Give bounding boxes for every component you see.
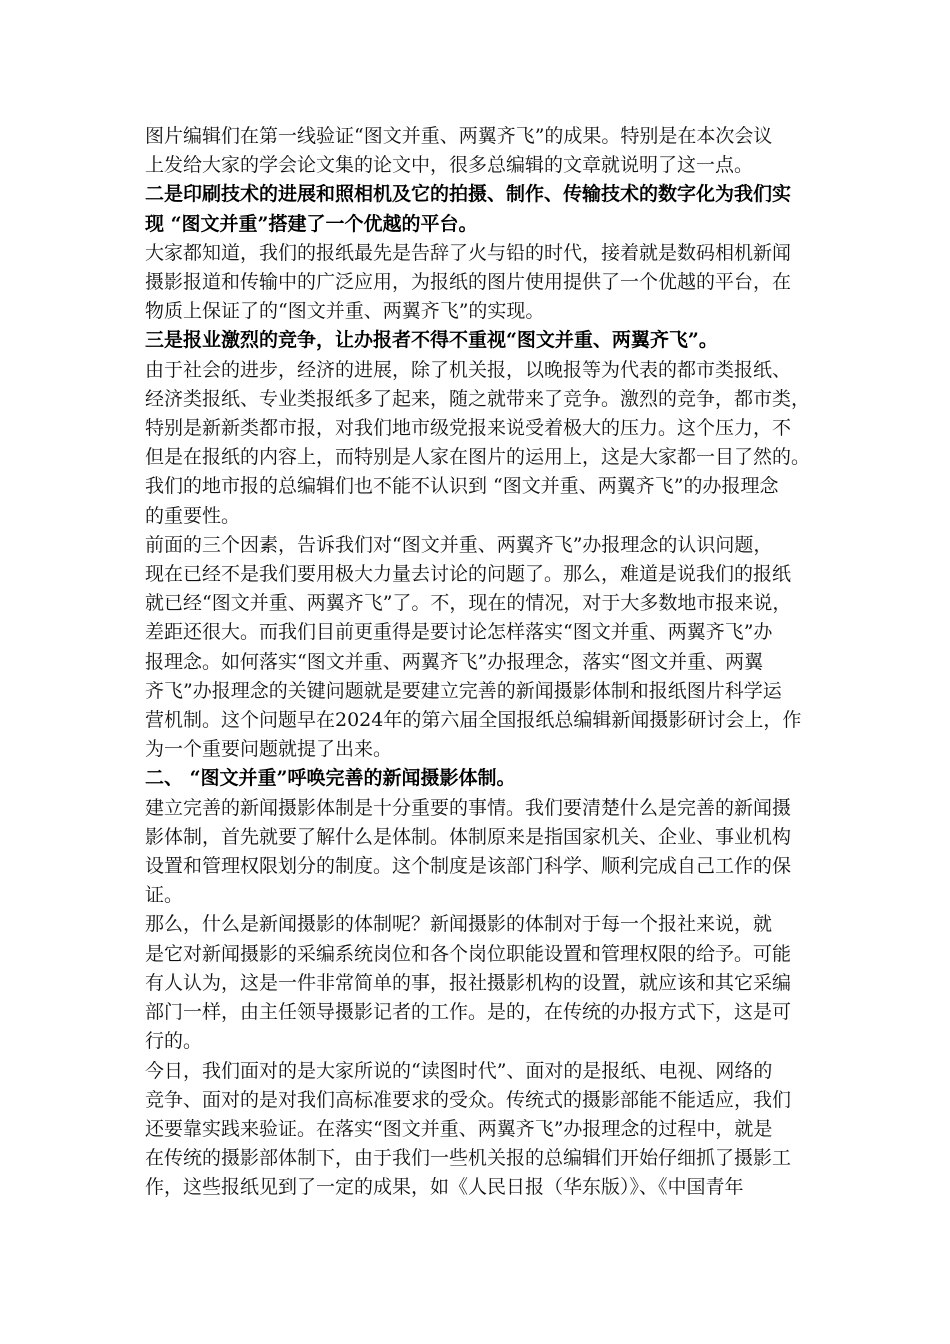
heading-line: 现 “图文并重”搭建了一个优越的平台。 (145, 212, 478, 235)
text-line: 行的。 (145, 1030, 203, 1053)
text-line: 特别是新新类都市报，对我们地市级党报来说受着极大的压力。这个压力，不 (145, 417, 792, 440)
text-line: 在传统的摄影部体制下，由于我们一些机关报的总编辑们开始仔细抓了摄影工 (145, 1147, 792, 1170)
text-line: 差距还很大。而我们目前更重得是要讨论怎样落实“图文并重、两翼齐飞”办 (145, 621, 773, 644)
text-line: 经济类报纸、专业类报纸多了起来，随之就带来了竞争。激烈的竞争，都市类， (145, 387, 810, 410)
text-line: 由于社会的进步，经济的进展，除了机关报，以晚报等为代表的都市类报纸、 (145, 358, 792, 381)
text-line: 摄影报道和传输中的广泛应用，为报纸的图片使用提供了一个优越的平台，在 (145, 271, 792, 294)
text-line: 证。 (145, 884, 184, 907)
document-body (145, 122, 810, 1203)
text-line: 但是在报纸的内容上，而特别是人家在图片的运用上，这是大家都一目了然的。 (145, 446, 810, 469)
text-line: 部门一样，由主任领导摄影记者的工作。是的，在传统的办报方式下，这是可 (145, 1001, 792, 1024)
text-line: 为一个重要问题就提了出来。 (145, 738, 393, 761)
text-line: 上发给大家的学会论文集的论文中，很多总编辑的文章就说明了这一点。 (145, 154, 754, 177)
text-line: 建立完善的新闻摄影体制是十分重要的事情。我们要清楚什么是完善的新闻摄 (145, 796, 792, 819)
heading-line: 二是印刷技术的进展和照相机及它的拍摄、制作、传输技术的数字化为我们实 (145, 183, 792, 206)
text-line: 就已经“图文并重、两翼齐飞”了。不，现在的情况，对于大多数地市报来说， (145, 592, 792, 615)
text-line: 有人认为，这是一件非常简单的事，报社摄影机构的设置，就应该和其它采编 (145, 971, 792, 994)
text-line: 还要靠实践来验证。在落实“图文并重、两翼齐飞”办报理念的过程中，就是 (145, 1117, 773, 1140)
text-line: 今日，我们面对的是大家所说的“读图时代”、面对的是报纸、电视、网络的 (145, 1059, 773, 1082)
text-line: 作，这些报纸见到了一定的成果，如《人民日报（华东版）》、《中国青年 (145, 1176, 744, 1199)
text-line: 影体制，首先就要了解什么是体制。体制原来是指国家机关、企业、事业机构 (145, 825, 792, 848)
text-line: 物质上保证了的“图文并重、两翼齐飞”的实现。 (145, 300, 545, 323)
text-line: 大家都知道，我们的报纸最先是告辞了火与铅的时代，接着就是数码相机新闻 (145, 241, 792, 264)
text-line: 设置和管理权限划分的制度。这个制度是该部门科学、顺利完成自己工作的保 (145, 855, 792, 878)
text-line: 竞争、面对的是对我们高标准要求的受众。传统式的摄影部能不能适应，我们 (145, 1088, 792, 1111)
text-line: 是它对新闻摄影的采编系统岗位和各个岗位职能设置和管理权限的给予。可能 (145, 942, 792, 965)
text-line: 前面的三个因素，告诉我们对“图文并重、两翼齐飞”办报理念的认识问题， (145, 533, 773, 556)
heading-line: 三是报业激烈的竞争，让办报者不得不重视“图文并重、两翼齐飞”。 (145, 329, 718, 352)
text-line: 齐飞”办报理念的关键问题就是要建立完善的新闻摄影体制和报纸图片科学运 (145, 679, 782, 702)
text-line: 的重要性。 (145, 504, 241, 527)
text-line: 我们的地市报的总编辑们也不能不认识到 “图文并重、两翼齐飞”的办报理念 (145, 475, 779, 498)
text-line: 报理念。如何落实“图文并重、两翼齐飞”办报理念，落实“图文并重、两翼 (145, 650, 764, 673)
heading-line: 二、 “图文并重”呼唤完善的新闻摄影体制。 (145, 767, 516, 790)
text-line: 营机制。这个问题早在2024年的第六届全国报纸总编辑新闻摄影研讨会上，作 (145, 709, 802, 732)
text-line: 图片编辑们在第一线验证“图文并重、两翼齐飞”的成果。特别是在本次会议 (145, 125, 773, 147)
text-line: 现在已经不是我们要用极大力量去讨论的问题了。那么，难道是说我们的报纸 (145, 563, 792, 586)
text-line: 那么，什么是新闻摄影的体制呢？新闻摄影的体制对于每一个报社来说，就 (145, 913, 773, 936)
